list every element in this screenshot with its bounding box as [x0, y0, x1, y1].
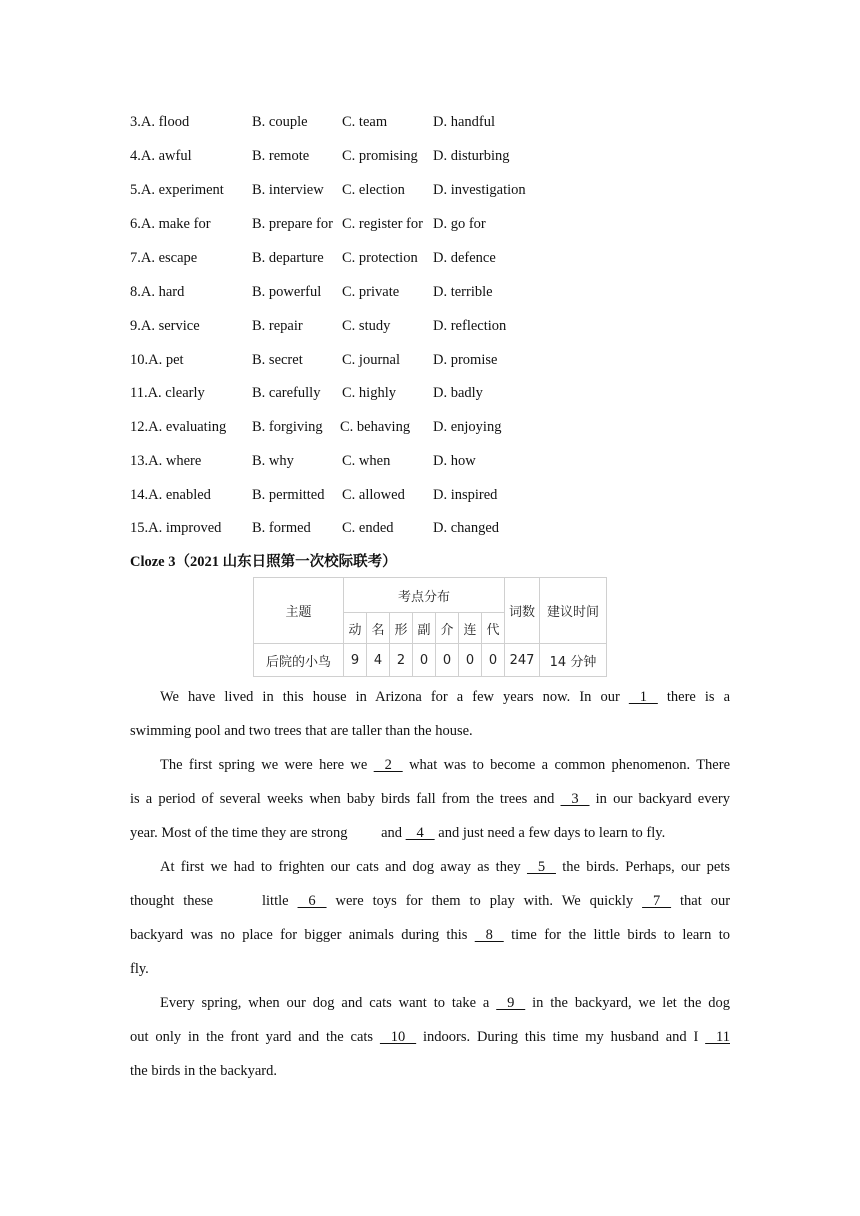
- option-b: B. carefully: [252, 385, 321, 401]
- passage-line: [130, 1054, 730, 1088]
- option-b: B. powerful: [252, 284, 322, 300]
- blank-4: 4: [405, 825, 435, 841]
- passage-line: [130, 1020, 730, 1054]
- passage-line: [130, 986, 730, 1020]
- option-b: B. secret: [252, 352, 303, 368]
- blank-7: 7: [642, 893, 672, 909]
- table-header-kaodian: 考点分布: [344, 578, 505, 613]
- table-subheader: 形: [390, 613, 413, 644]
- option-b: B. interview: [252, 182, 324, 198]
- option-b: B. prepare for: [252, 216, 333, 232]
- passage-text: little: [262, 893, 289, 909]
- option-b: B. why: [252, 453, 294, 469]
- table-subheader: 副: [413, 613, 436, 644]
- passage-text: thought these: [130, 893, 214, 909]
- table-subheader: 名: [367, 613, 390, 644]
- passage-text: and just need a few days to learn to fly.: [438, 825, 666, 841]
- passage-text: Every spring, when our dog and cats want to take a: [160, 995, 490, 1011]
- passage-text: backyard was no place for bigger animals during this: [130, 927, 468, 943]
- passage-text: The first spring we were here we: [160, 757, 368, 773]
- passage-text: out only in the front yard and the cats: [130, 1029, 374, 1045]
- table-subheader: 动: [344, 613, 367, 644]
- table-cell-count: 4: [367, 644, 390, 677]
- passage-line: [130, 918, 730, 952]
- passage-text: in our backyard every: [595, 791, 730, 807]
- option-c: C. journal: [342, 352, 400, 368]
- option-a: 11.A. clearly: [130, 385, 205, 401]
- option-d: D. disturbing: [433, 148, 510, 164]
- passage-line: [130, 952, 730, 986]
- table-cell-count: 0: [436, 644, 459, 677]
- blank-6: 6: [297, 893, 327, 909]
- option-a: 15.A. improved: [130, 520, 222, 536]
- option-c: C. ended: [342, 520, 394, 536]
- option-a: 7.A. escape: [130, 250, 198, 266]
- blank-10: 10: [379, 1029, 417, 1045]
- option-c: C. when: [342, 453, 391, 469]
- option-a: 14.A. enabled: [130, 487, 211, 503]
- option-c: C. register for: [342, 216, 423, 232]
- table-subheader: 介: [436, 613, 459, 644]
- passage-text: there is a: [666, 689, 731, 705]
- passage-line: [130, 714, 730, 748]
- passage-line: [130, 850, 730, 884]
- passage-text: At first we had to frighten our cats and dog away as they: [160, 859, 521, 875]
- table-cell-count: 0: [459, 644, 482, 677]
- table-cell-theme: 后院的小鸟: [254, 644, 344, 677]
- option-d: D. badly: [433, 385, 483, 401]
- passage-text: the birds in the backyard.: [130, 1063, 277, 1079]
- passage-text: is a period of several weeks when baby birds fall from the trees and: [130, 791, 555, 807]
- option-c: C. study: [342, 318, 391, 334]
- passage-text: that our: [680, 893, 731, 909]
- option-d: D. enjoying: [433, 419, 502, 435]
- option-a: 6.A. make for: [130, 216, 211, 232]
- option-b: B. permitted: [252, 487, 325, 503]
- blank-5: 5: [526, 859, 556, 875]
- blank-8: 8: [474, 927, 504, 943]
- option-d: D. go for: [433, 216, 486, 232]
- blank-3: 3: [560, 791, 590, 807]
- blank-11: 11: [705, 1029, 730, 1045]
- option-b: B. remote: [252, 148, 310, 164]
- option-d: D. inspired: [433, 487, 498, 503]
- table-header-word-count: 词数: [505, 578, 540, 644]
- passage-text: time for the little birds to learn to: [511, 927, 730, 943]
- table-cell-count: 2: [390, 644, 413, 677]
- blank-2: 2: [373, 757, 403, 773]
- table-subheader: 连: [459, 613, 482, 644]
- table-cell-count: 9: [344, 644, 367, 677]
- cloze-title: Cloze 3（2021 山东日照第一次校际联考）: [130, 554, 397, 570]
- passage-line: [130, 782, 730, 816]
- table-cell-count: 0: [482, 644, 505, 677]
- option-a: 12.A. evaluating: [130, 419, 227, 435]
- option-a: 4.A. awful: [130, 148, 192, 164]
- passage-text: in the backyard, we let the dog: [532, 995, 731, 1011]
- option-d: D. terrible: [433, 284, 493, 300]
- passage-line: [130, 748, 730, 782]
- option-b: B. repair: [252, 318, 303, 334]
- option-c: C. highly: [342, 385, 396, 401]
- option-d: D. reflection: [433, 318, 507, 334]
- passage-text: We have lived in this house in Arizona for a few years now. In our: [160, 689, 620, 705]
- passage-text: were toys for them to play with. We quickly: [335, 893, 634, 909]
- option-c: C. team: [342, 114, 388, 130]
- passage-line: [130, 680, 730, 714]
- table-cell-word-count: 247: [505, 644, 540, 677]
- option-b: B. forgiving: [252, 419, 323, 435]
- passage-text: fly.: [130, 961, 149, 977]
- option-b: B. formed: [252, 520, 311, 536]
- option-c: C. behaving: [340, 419, 411, 435]
- passage-text: what was to become a common phenomenon. There: [409, 757, 731, 773]
- option-a: 8.A. hard: [130, 284, 185, 300]
- passage-text: swimming pool and two trees that are taller than the house.: [130, 723, 473, 739]
- option-a: 5.A. experiment: [130, 182, 224, 198]
- option-d: D. defence: [433, 250, 496, 266]
- option-d: D. how: [433, 453, 476, 469]
- passage-line: [130, 884, 730, 918]
- table-cell-count: 0: [413, 644, 436, 677]
- option-a: 3.A. flood: [130, 114, 190, 130]
- topic-distribution-table: [253, 577, 607, 677]
- option-d: D. investigation: [433, 182, 526, 198]
- option-b: B. couple: [252, 114, 308, 130]
- option-d: D. promise: [433, 352, 498, 368]
- option-c: C. protection: [342, 250, 418, 266]
- option-d: D. changed: [433, 520, 500, 536]
- option-c: C. election: [342, 182, 405, 198]
- option-a: 10.A. pet: [130, 352, 184, 368]
- option-b: B. departure: [252, 250, 324, 266]
- option-a: 9.A. service: [130, 318, 200, 334]
- option-c: C. promising: [342, 148, 418, 164]
- passage-text: and: [381, 825, 403, 841]
- passage-text: indoors. During this time my husband and I: [422, 1029, 699, 1045]
- passage-text: the birds. Perhaps, our pets: [562, 859, 731, 875]
- table-subheader: 代: [482, 613, 505, 644]
- option-a: 13.A. where: [130, 453, 202, 469]
- option-d: D. handful: [433, 114, 496, 130]
- table-header-time: 建议时间: [540, 578, 607, 644]
- blank-1: 1: [628, 689, 658, 705]
- blank-9: 9: [496, 995, 526, 1011]
- passage-line: [130, 816, 730, 850]
- passage-text: year. Most of the time they are strong: [130, 825, 348, 841]
- option-c: C. private: [342, 284, 400, 300]
- option-c: C. allowed: [342, 487, 405, 503]
- table-cell-time: 14 分钟: [540, 644, 607, 677]
- table-header-theme: 主题: [254, 578, 344, 644]
